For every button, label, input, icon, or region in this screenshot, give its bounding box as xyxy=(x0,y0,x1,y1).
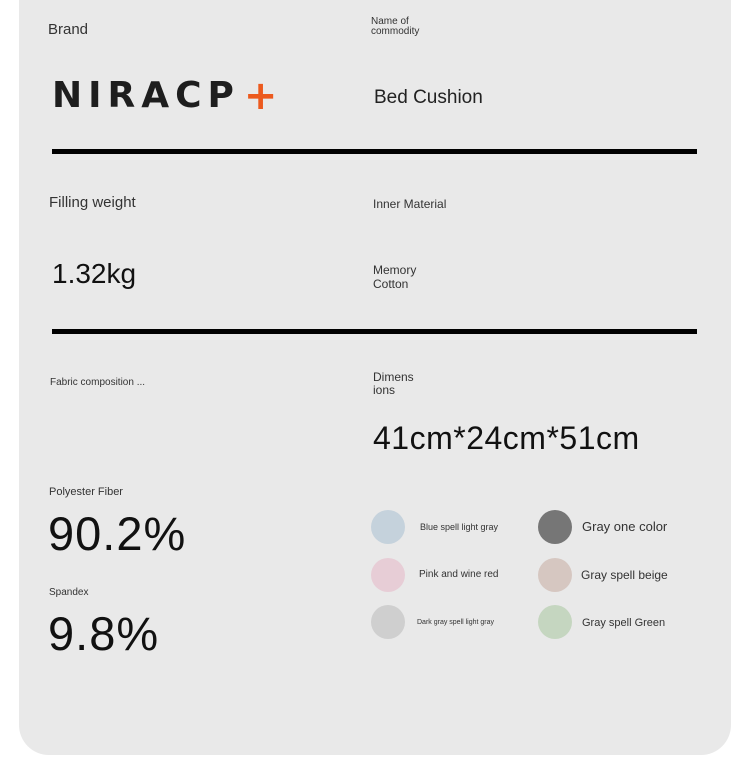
color-name: Dark gray spell light gray xyxy=(417,619,495,626)
fabric-component-value: 9.8% xyxy=(48,607,160,660)
filling-weight-label: Filling weight xyxy=(49,194,136,211)
dimensions-label-line1: Dimens xyxy=(373,370,414,384)
color-swatch[interactable] xyxy=(538,558,572,592)
commodity-value: Bed Cushion xyxy=(374,87,483,108)
brand-label: Brand xyxy=(48,21,89,38)
color-name: Blue spell light gray xyxy=(420,522,499,532)
brand-logo xyxy=(52,72,278,119)
inner-material-value xyxy=(373,263,416,291)
commodity-label-line1: Name of xyxy=(371,16,409,27)
color-name: Gray spell beige xyxy=(581,568,668,582)
inner-material-value-line1: Memory xyxy=(373,263,417,277)
commodity-label-line2: commodity xyxy=(371,26,420,37)
filling-weight-value: 1.32kg xyxy=(52,258,137,289)
dimensions-value: 41cm*24cm*51cm xyxy=(373,420,640,456)
dimensions-label-line2: ions xyxy=(373,383,396,397)
fabric-label: Fabric composition ... xyxy=(50,377,146,388)
brand-logo-text: NIRACP xyxy=(52,75,240,116)
fabric-component-name: Spandex xyxy=(49,587,89,598)
color-name: Gray spell Green xyxy=(582,617,666,629)
inner-material-label: Inner Material xyxy=(373,197,447,211)
divider-1 xyxy=(52,149,697,154)
color-swatch[interactable] xyxy=(538,605,572,639)
dimensions-label xyxy=(373,371,414,397)
color-swatch[interactable] xyxy=(371,558,405,592)
color-name: Pink and wine red xyxy=(419,569,499,580)
color-swatch[interactable] xyxy=(538,510,572,544)
divider-2 xyxy=(52,329,697,334)
fabric-component-name: Polyester Fiber xyxy=(49,486,123,498)
color-swatch[interactable] xyxy=(371,510,405,544)
brand-logo-plus: + xyxy=(243,72,278,119)
color-name: Gray one color xyxy=(582,519,668,534)
inner-material-value-line2: Cotton xyxy=(373,277,409,291)
color-swatch[interactable] xyxy=(371,605,405,639)
commodity-label xyxy=(371,17,419,37)
fabric-component-value: 90.2% xyxy=(48,507,187,560)
